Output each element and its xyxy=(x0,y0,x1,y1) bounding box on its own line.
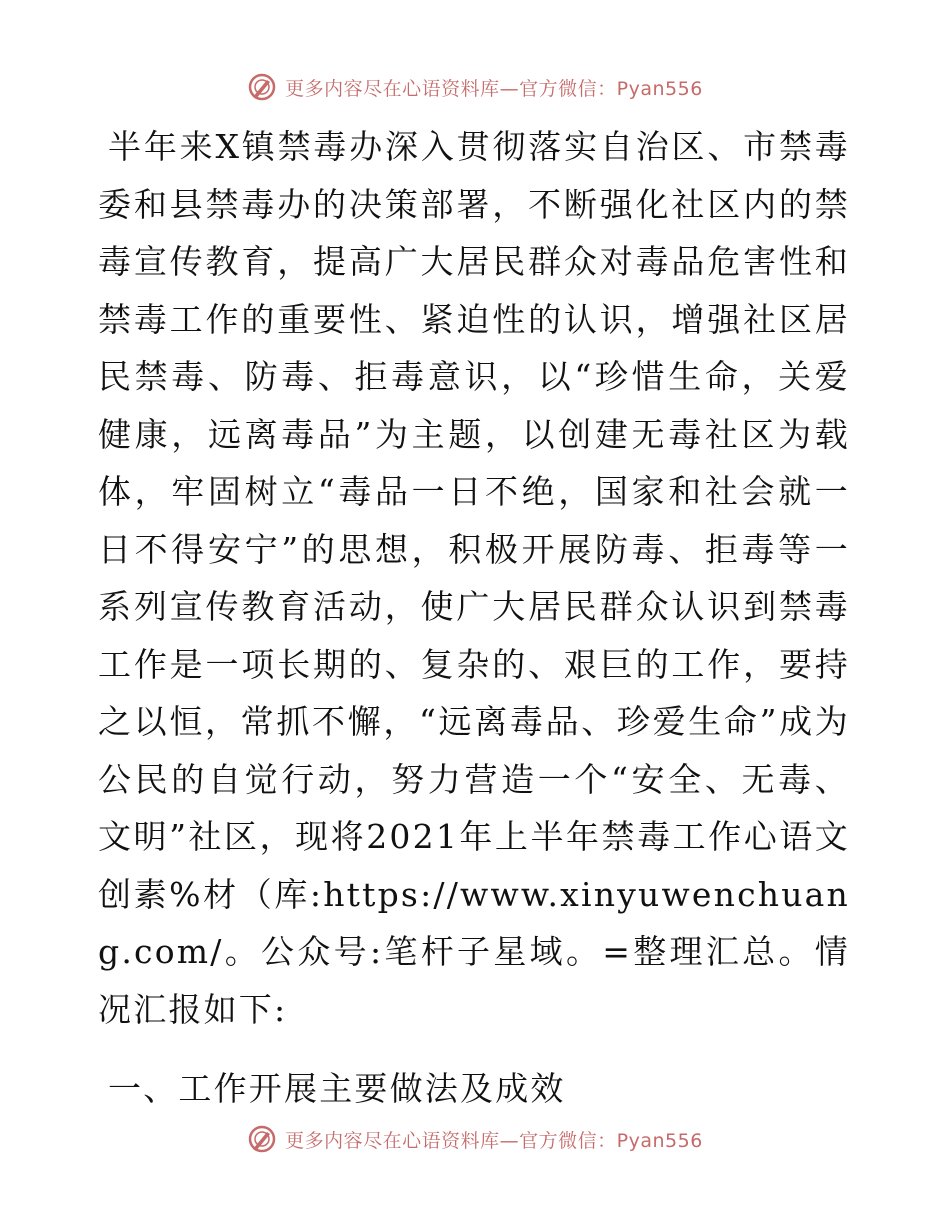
pen-circle-logo-icon xyxy=(247,1124,277,1154)
page-header-watermark xyxy=(0,72,950,102)
document-body xyxy=(98,118,850,1117)
page-footer-watermark xyxy=(0,1124,950,1154)
watermark-text: 更多内容尽在心语资料库—官方微信：Pyan556 xyxy=(285,77,703,100)
watermark-text: 更多内容尽在心语资料库—官方微信：Pyan556 xyxy=(285,1129,703,1152)
pen-circle-logo-icon xyxy=(247,72,277,102)
body-paragraph: 半年来X镇禁毒办深入贯彻落实自治区、市禁毒委和县禁毒办的决策部署，不断强化社区内的禁毒宣传教育，提高广大居民群众对毒品危害性和禁毒工作的重要性、紧迫性的认识，增强社区居民禁毒、防毒、拒毒意识，以“珍惜生命，关爱健康，远离毒品”为主题，以创建无毒社区为载体，牢固树立“毒品一日不绝，国家和社会就一日不得安宁”的思想，积极开展防毒、拒毒等一系列宣传教育活动，使广大居民群众认识到禁毒工作是一项长期的、复杂的、艰巨的工作，要持之以恒，常抓不懈，“远离毒品、珍爱生命”成为公民的自觉行动，努力营造一个“安全、无毒、文明”社区，现将2021年上半年禁毒工作心语文创素%材（库:https://www.xinyuwenchuang.com/。公众号:笔杆子星域。=整理汇总。情况汇报如下: xyxy=(98,127,850,1029)
section-heading: 一、工作开展主要做法及成效 xyxy=(108,1069,566,1108)
